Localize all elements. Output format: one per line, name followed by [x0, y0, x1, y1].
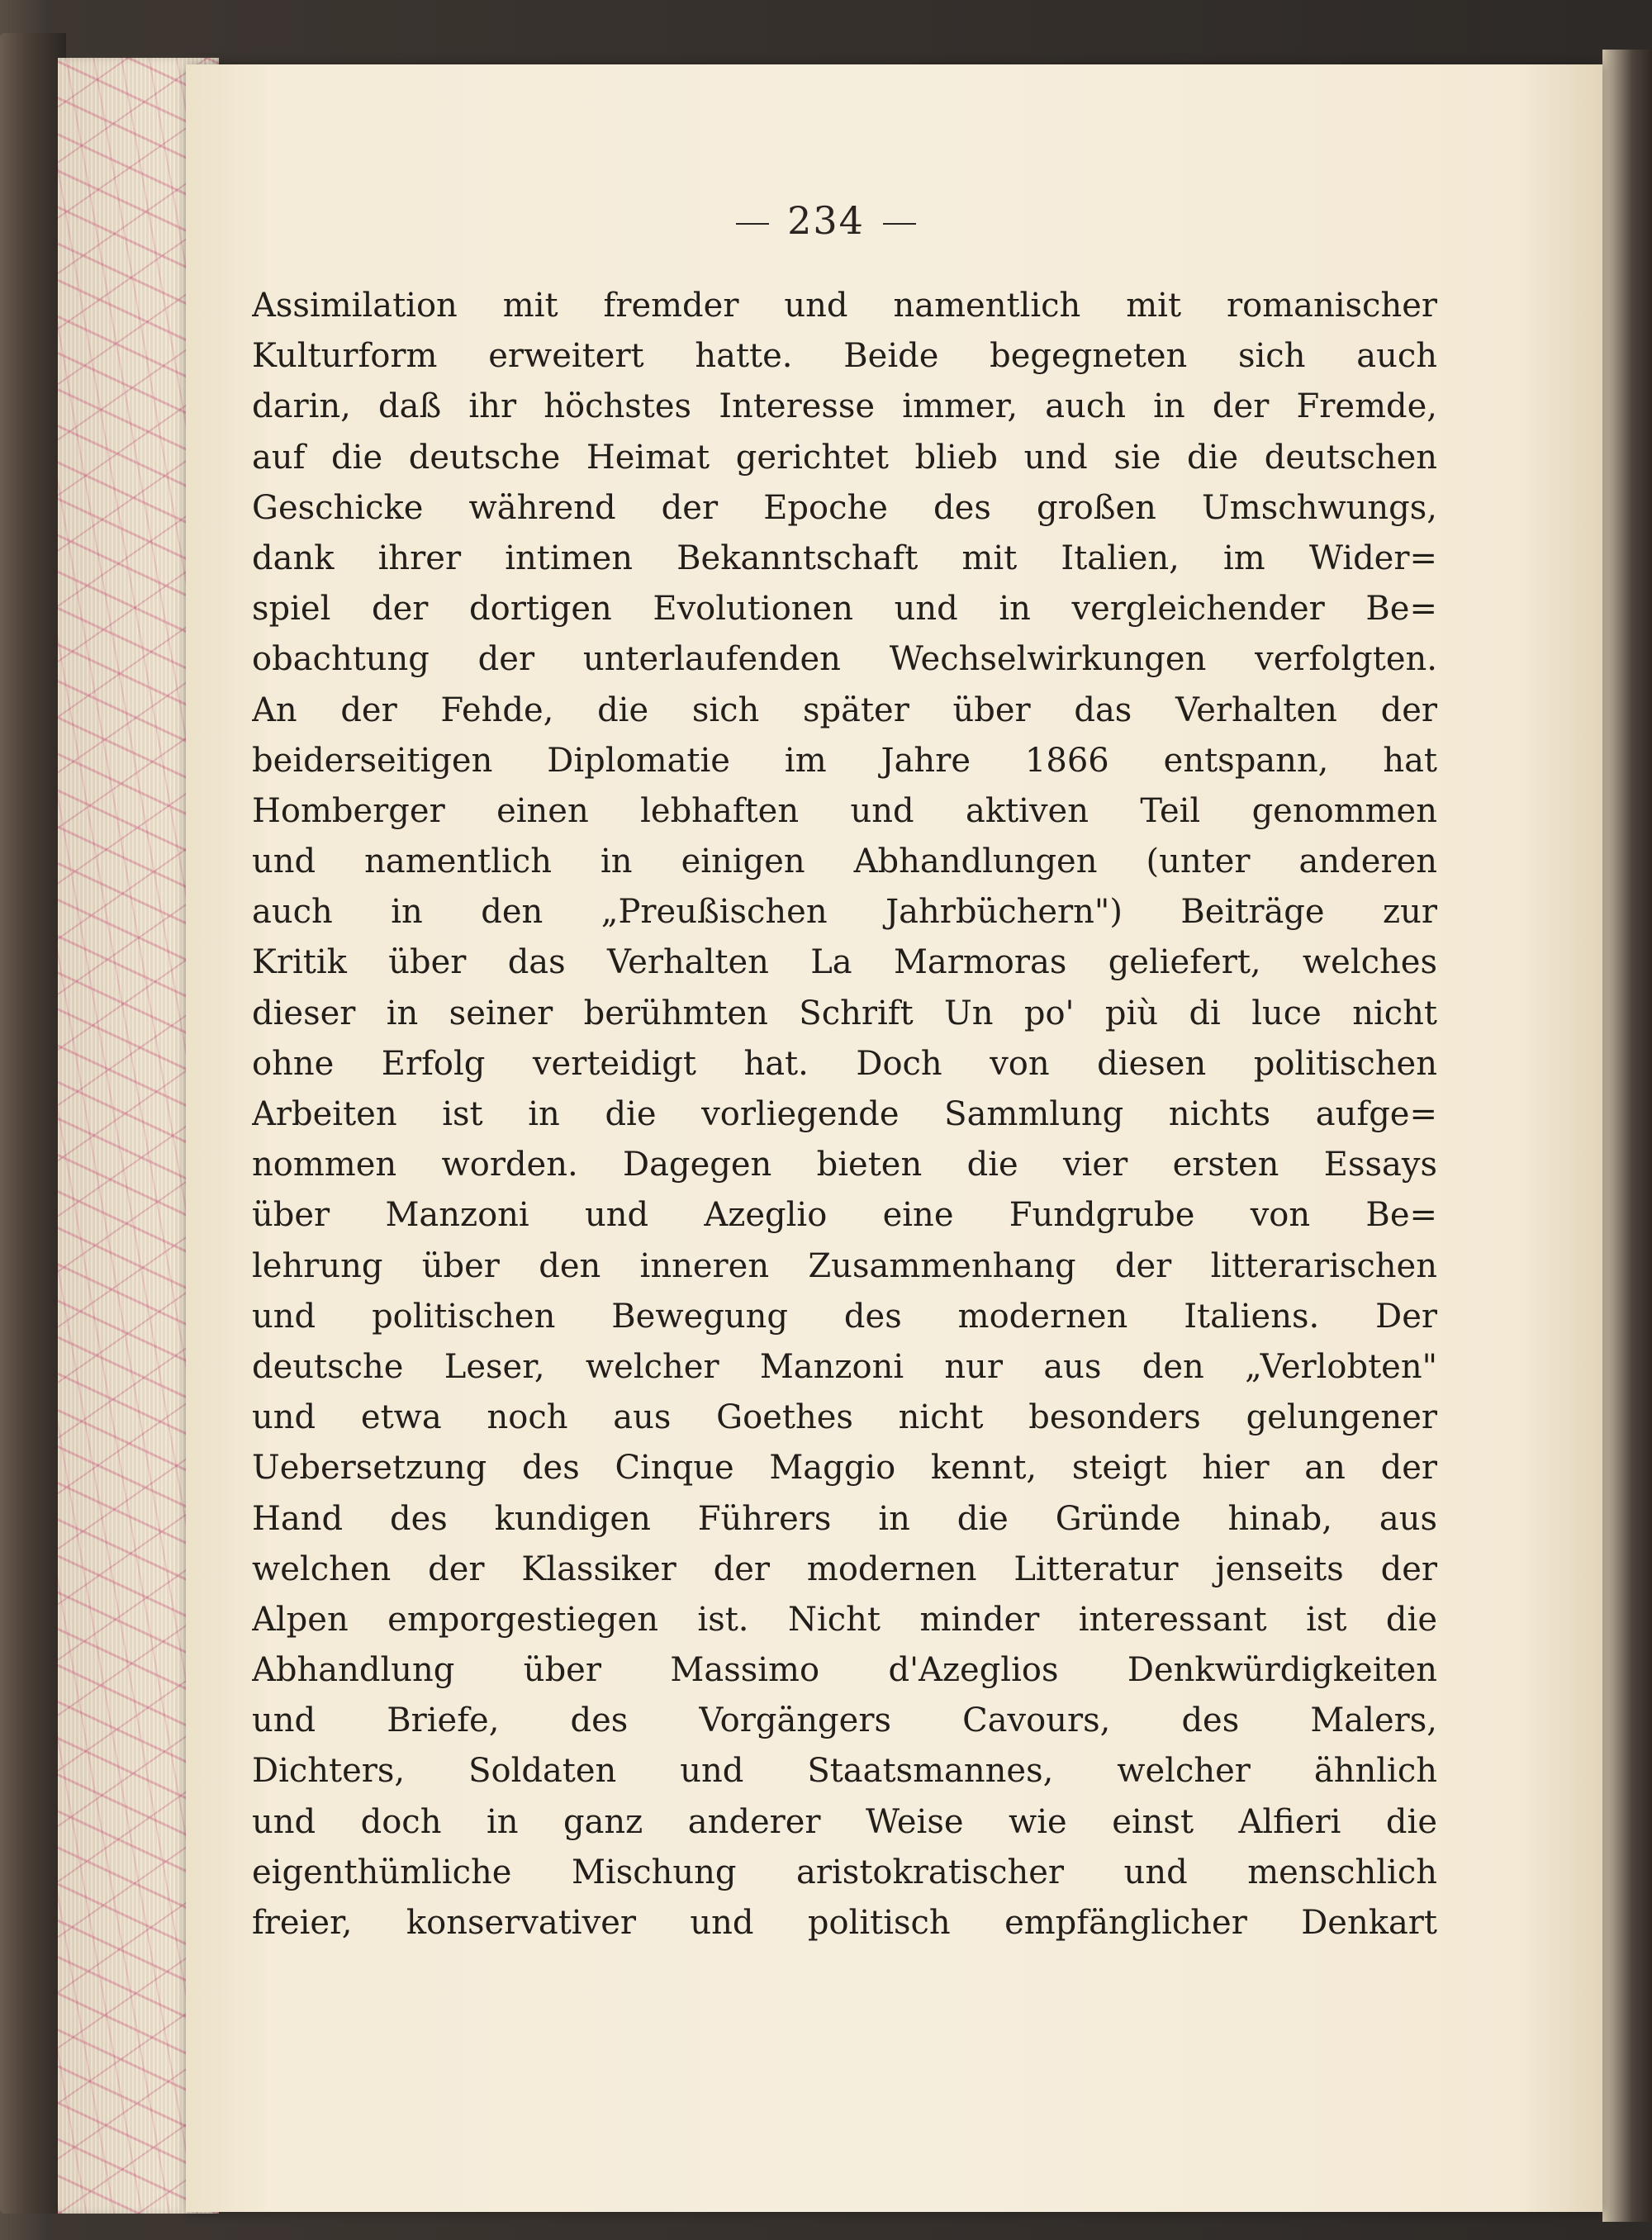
text-line: und namentlich in einigen Abhandlungen (unter anderen: [252, 842, 1437, 881]
text-line: auf die deutsche Heimat gerichtet blieb und sie die deutschen: [252, 438, 1437, 477]
page-number-value: 234: [787, 198, 865, 243]
text-line: Kulturform erweitert hatte. Beide begegneten sich auch: [252, 337, 1437, 376]
text-line: deutsche Leser, welcher Manzoni nur aus den „Verlobten": [252, 1347, 1437, 1386]
text-line: freier, konservativer und politisch empfänglicher Denkart: [252, 1904, 1437, 1942]
text-line: Alpen emporgestiegen ist. Nicht minder interessant ist die: [252, 1600, 1437, 1639]
text-line: Assimilation mit fremder und namentlich mit romanischer: [252, 287, 1437, 325]
text-line: Homberger einen lebhaften und aktiven Teil genommen: [252, 791, 1437, 830]
text-line: spiel der dortigen Evolutionen und in vergleichender Be=: [252, 590, 1437, 629]
book-cover-edge: [0, 33, 66, 2214]
text-line: Dichters, Soldaten und Staatsmannes, welcher ähnlich: [252, 1752, 1437, 1791]
text-line: darin, daß ihr höchstes Interesse immer, auch in der Fremde,: [252, 387, 1437, 426]
text-line: Hand des kundigen Führers in die Gründe hinab, aus: [252, 1499, 1437, 1538]
text-line: und politischen Bewegung des modernen Italiens. Der: [252, 1297, 1437, 1336]
body-text: [252, 281, 1437, 1948]
text-line: auch in den „Preußischen Jahrbüchern") Beiträge zur: [252, 893, 1437, 932]
text-line: und doch in ganz anderer Weise wie einst Alfieri die: [252, 1802, 1437, 1841]
text-line: Geschicke während der Epoche des großen Umschwungs,: [252, 488, 1437, 527]
text-line: dieser in seiner berühmten Schrift Un po' più di luce nicht: [252, 994, 1437, 1032]
book-right-edge: [1602, 50, 1652, 2222]
text-line: Uebersetzung des Cinque Maggio kennt, steigt hier an der: [252, 1449, 1437, 1488]
text-line: über Manzoni und Azeglio eine Fundgrube von Be=: [252, 1196, 1437, 1235]
text-line: beiderseitigen Diplomatie im Jahre 1866 entspann, hat: [252, 741, 1437, 780]
text-line: und Briefe, des Vorgängers Cavours, des Malers,: [252, 1701, 1437, 1740]
text-line: eigenthümliche Mischung aristokratischer und menschlich: [252, 1853, 1437, 1891]
text-line: ohne Erfolg verteidigt hat. Doch von diesen politischen: [252, 1044, 1437, 1083]
text-line: Abhandlung über Massimo d'Azeglios Denkwürdigkeiten: [252, 1651, 1437, 1690]
text-line: obachtung der unterlaufenden Wechselwirkungen verfolgten.: [252, 640, 1437, 679]
text-line: An der Fehde, die sich später über das Verhalten der: [252, 691, 1437, 729]
text-line: und etwa noch aus Goethes nicht besonders gelungener: [252, 1398, 1437, 1437]
page-number-dash-right: [883, 223, 916, 225]
text-line: Kritik über das Verhalten La Marmoras geliefert, welches: [252, 943, 1437, 982]
text-line: lehrung über den inneren Zusammenhang der litterarischen: [252, 1246, 1437, 1285]
page-number: [0, 198, 1652, 243]
text-line: dank ihrer intimen Bekanntschaft mit Italien, im Wider=: [252, 539, 1437, 577]
text-line: Arbeiten ist in die vorliegende Sammlung nichts aufge=: [252, 1095, 1437, 1133]
text-line: welchen der Klassiker der modernen Litteratur jenseits der: [252, 1549, 1437, 1588]
text-line: nommen worden. Dagegen bieten die vier ersten Essays: [252, 1146, 1437, 1184]
page-number-dash-left: [736, 223, 769, 225]
